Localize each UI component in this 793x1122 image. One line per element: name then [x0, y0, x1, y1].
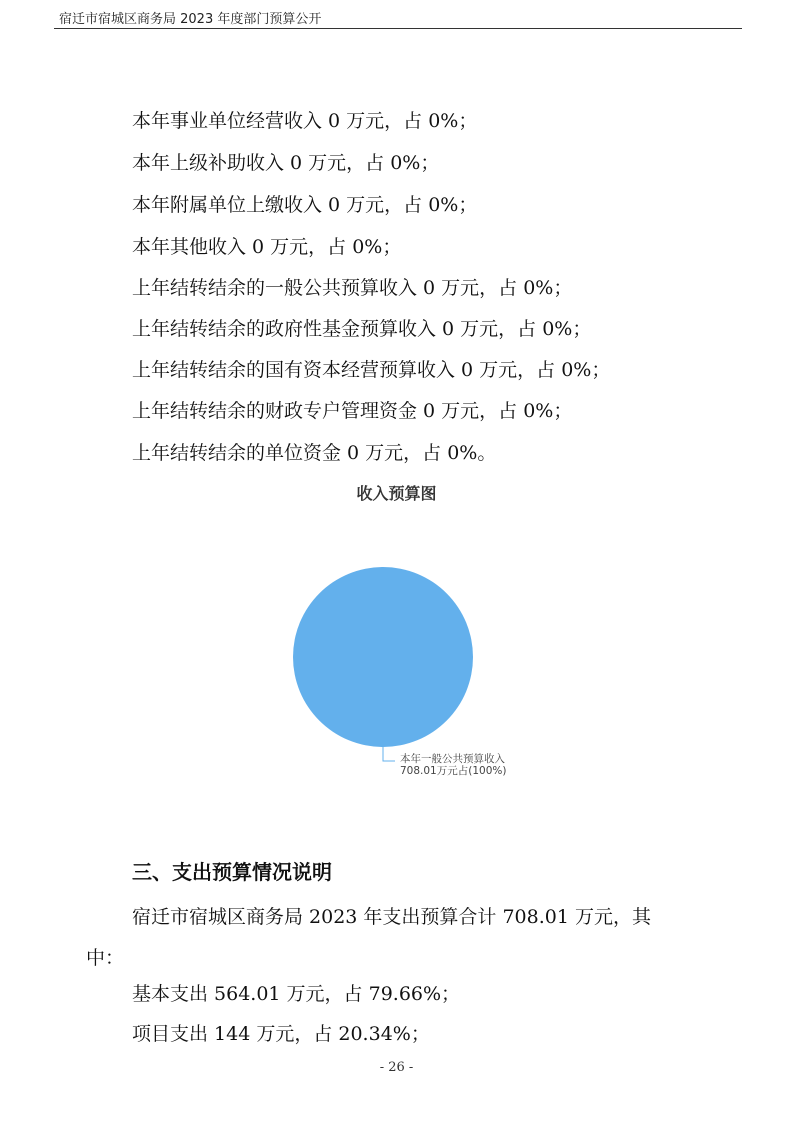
income-line-carryover-special-account: 上年结转结余的财政专户管理资金 0 万元，占 0%；: [132, 400, 573, 422]
expenditure-line-basic: 基本支出 564.01 万元，占 79.66%；: [132, 983, 461, 1005]
expenditure-summary-continuation: 中：: [86, 947, 125, 969]
income-line-carryover-unit-funds: 上年结转结余的单位资金 0 万元，占 0%。: [132, 442, 497, 464]
header-divider: [54, 28, 742, 29]
income-line-operating: 本年事业单位经营收入 0 万元，占 0%；: [132, 110, 478, 132]
section-title-expenditure: 三、支出预算情况说明: [132, 860, 332, 884]
income-line-affiliated-remittance: 本年附属单位上缴收入 0 万元，占 0%；: [132, 194, 478, 216]
chart-title: 收入预算图: [356, 484, 437, 503]
expenditure-line-project: 项目支出 144 万元，占 20.34%；: [132, 1023, 430, 1045]
page-number: - 26 -: [379, 1060, 414, 1075]
pie-slice-general-budget-income: [293, 567, 473, 747]
pie-label-leader-line: [383, 747, 395, 761]
expenditure-summary-paragraph: 宿迁市宿城区商务局 2023 年支出预算合计 708.01 万元，其: [132, 906, 651, 928]
income-line-other: 本年其他收入 0 万元，占 0%；: [132, 236, 402, 258]
pie-slice-label-value: 708.01万元占(100%): [400, 765, 507, 777]
income-line-superior-subsidy: 本年上级补助收入 0 万元，占 0%；: [132, 152, 440, 174]
income-line-carryover-state-capital: 上年结转结余的国有资本经营预算收入 0 万元，占 0%；: [132, 359, 611, 381]
page-header-title: 宿迁市宿城区商务局 2023 年度部门预算公开: [59, 12, 322, 27]
pie-slice-label-name: 本年一般公共预算收入: [400, 753, 505, 765]
income-line-carryover-general: 上年结转结余的一般公共预算收入 0 万元，占 0%；: [132, 277, 573, 299]
income-line-carryover-fund: 上年结转结余的政府性基金预算收入 0 万元，占 0%；: [132, 318, 592, 340]
income-pie-chart: [280, 556, 520, 766]
